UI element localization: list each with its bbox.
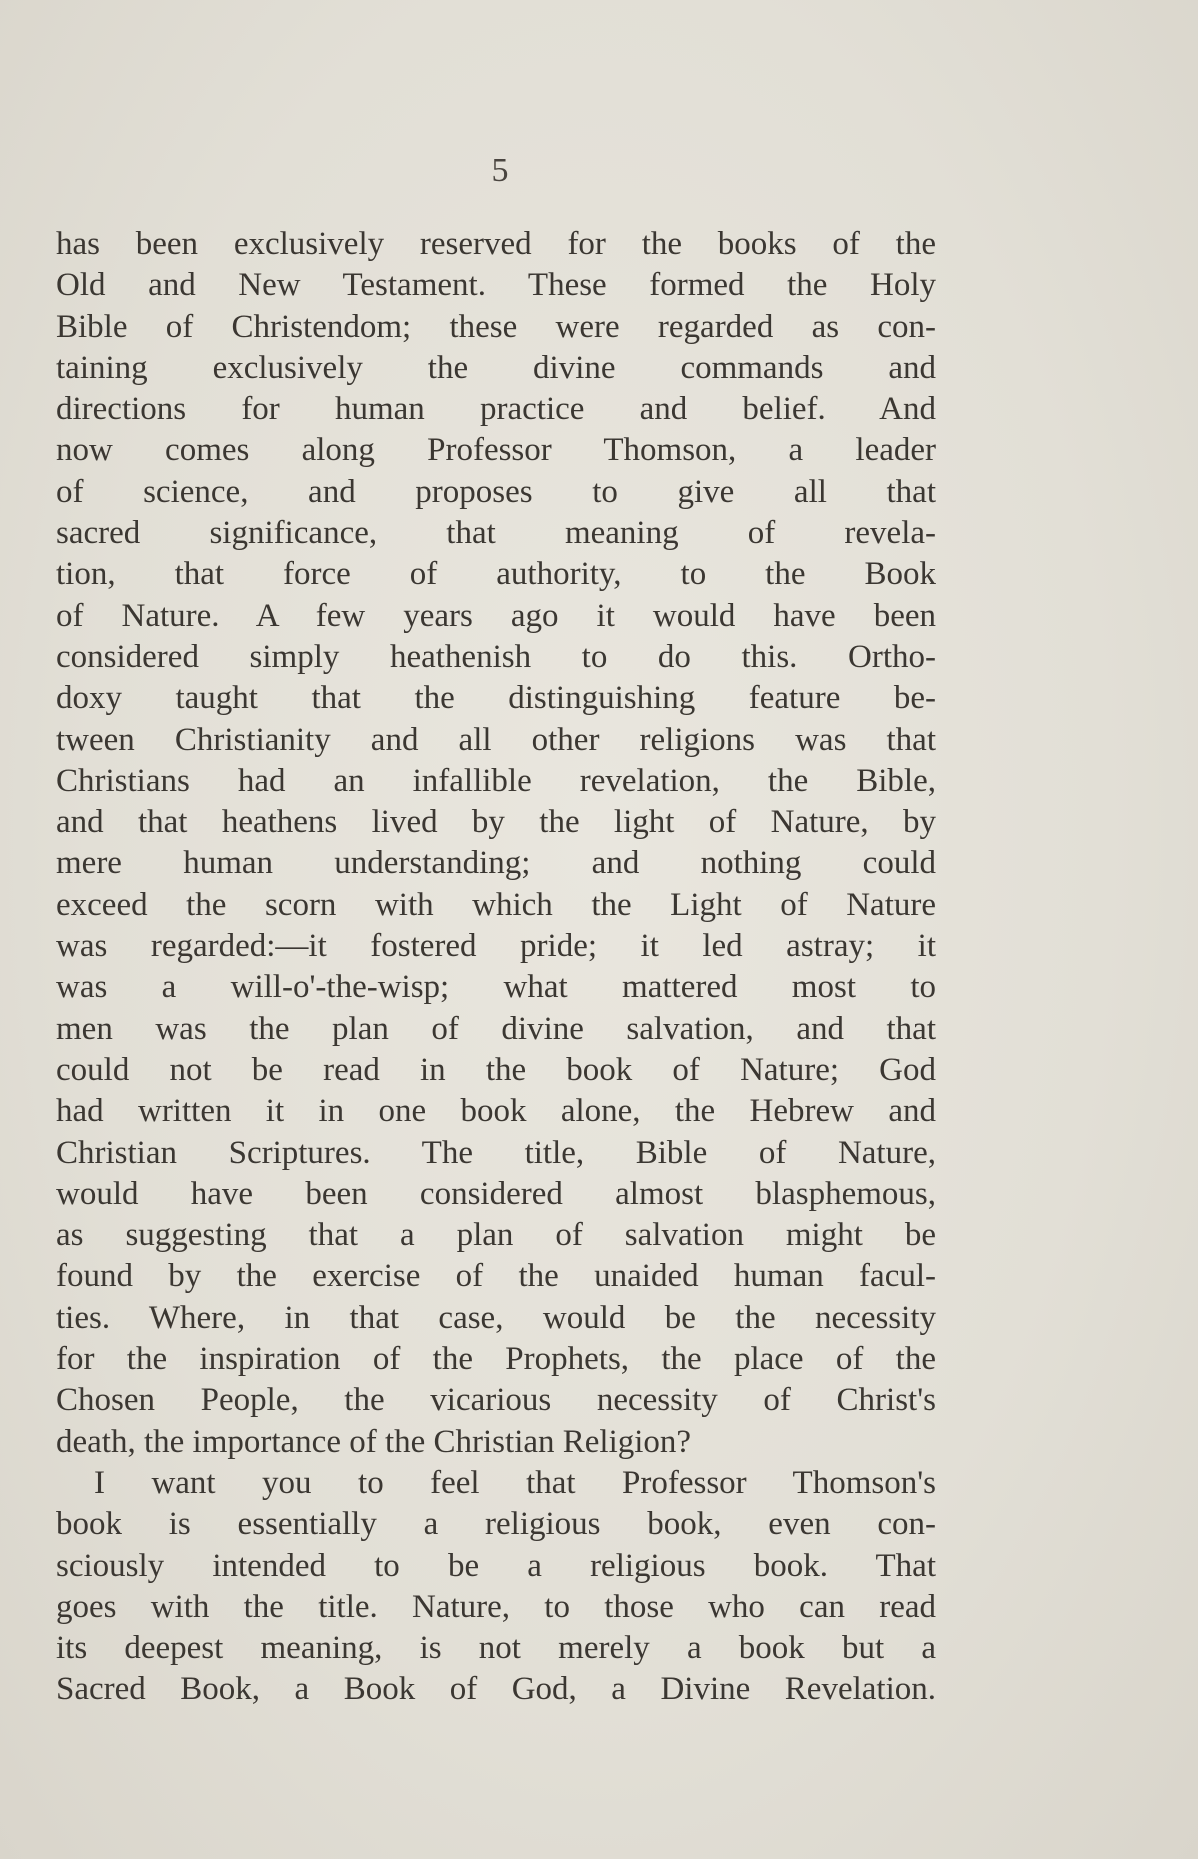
page-number: 5 bbox=[491, 152, 509, 189]
text-line: Bible of Christendom; these were regarded as con- bbox=[56, 308, 936, 345]
text-line: book is essentially a religious book, even con- bbox=[56, 1506, 936, 1543]
text-line: exceed the scorn with which the Light of Nature bbox=[56, 886, 936, 923]
text-line: directions for human practice and belief. And bbox=[56, 391, 936, 428]
text-line: men was the plan of divine salvation, and that bbox=[56, 1010, 936, 1047]
text-line: death, the importance of the Christian Religion? bbox=[56, 1423, 692, 1460]
text-line: was regarded:—it fostered pride; it led astray; it bbox=[56, 928, 936, 965]
text-line: found by the exercise of the unaided human facul- bbox=[56, 1258, 936, 1295]
text-line: its deepest meaning, is not merely a book but a bbox=[56, 1630, 936, 1667]
text-line: would have been considered almost blasphemous, bbox=[56, 1175, 936, 1212]
text-line: had written it in one book alone, the Hebrew and bbox=[56, 1093, 936, 1130]
text-line: of science, and proposes to give all that bbox=[56, 473, 936, 510]
text-line: Christians had an infallible revelation, the Bible, bbox=[56, 762, 936, 799]
text-line: was a will-o'-the-wisp; what mattered most to bbox=[56, 969, 936, 1006]
text-line: mere human understanding; and nothing could bbox=[56, 845, 936, 882]
text-line: tion, that force of authority, to the Book bbox=[56, 556, 936, 593]
text-line: ties. Where, in that case, would be the necessity bbox=[56, 1299, 936, 1336]
text-line: tween Christianity and all other religions was that bbox=[56, 721, 936, 758]
text-line: considered simply heathenish to do this. Ortho- bbox=[56, 638, 936, 675]
text-line: as suggesting that a plan of salvation might be bbox=[56, 1217, 936, 1254]
text-line: Chosen People, the vicarious necessity of Christ's bbox=[56, 1382, 936, 1419]
text-line: has been exclusively reserved for the books of the bbox=[56, 226, 936, 262]
text-line: doxy taught that the distinguishing feature be- bbox=[56, 680, 936, 717]
text-line: sciously intended to be a religious book. That bbox=[56, 1547, 936, 1584]
body-text bbox=[56, 224, 936, 1711]
text-line: sacred significance, that meaning of revela- bbox=[56, 515, 936, 552]
text-line: now comes along Professor Thomson, a leader bbox=[56, 432, 936, 469]
text-line: Christian Scriptures. The title, Bible of Nature, bbox=[56, 1134, 936, 1171]
text-line: for the inspiration of the Prophets, the place of the bbox=[56, 1341, 936, 1378]
text-line: taining exclusively the divine commands and bbox=[56, 349, 936, 386]
text-line: and that heathens lived by the light of Nature, by bbox=[56, 804, 936, 841]
text-line: I want you to feel that Professor Thomson's bbox=[94, 1464, 936, 1501]
text-line: Sacred Book, a Book of God, a Divine Revelation. bbox=[56, 1671, 936, 1708]
text-line: Old and New Testament. These formed the Holy bbox=[56, 267, 936, 304]
text-line: of Nature. A few years ago it would have been bbox=[56, 597, 936, 634]
text-line: could not be read in the book of Nature; God bbox=[56, 1051, 936, 1088]
text-line: goes with the title. Nature, to those who can read bbox=[56, 1588, 936, 1625]
